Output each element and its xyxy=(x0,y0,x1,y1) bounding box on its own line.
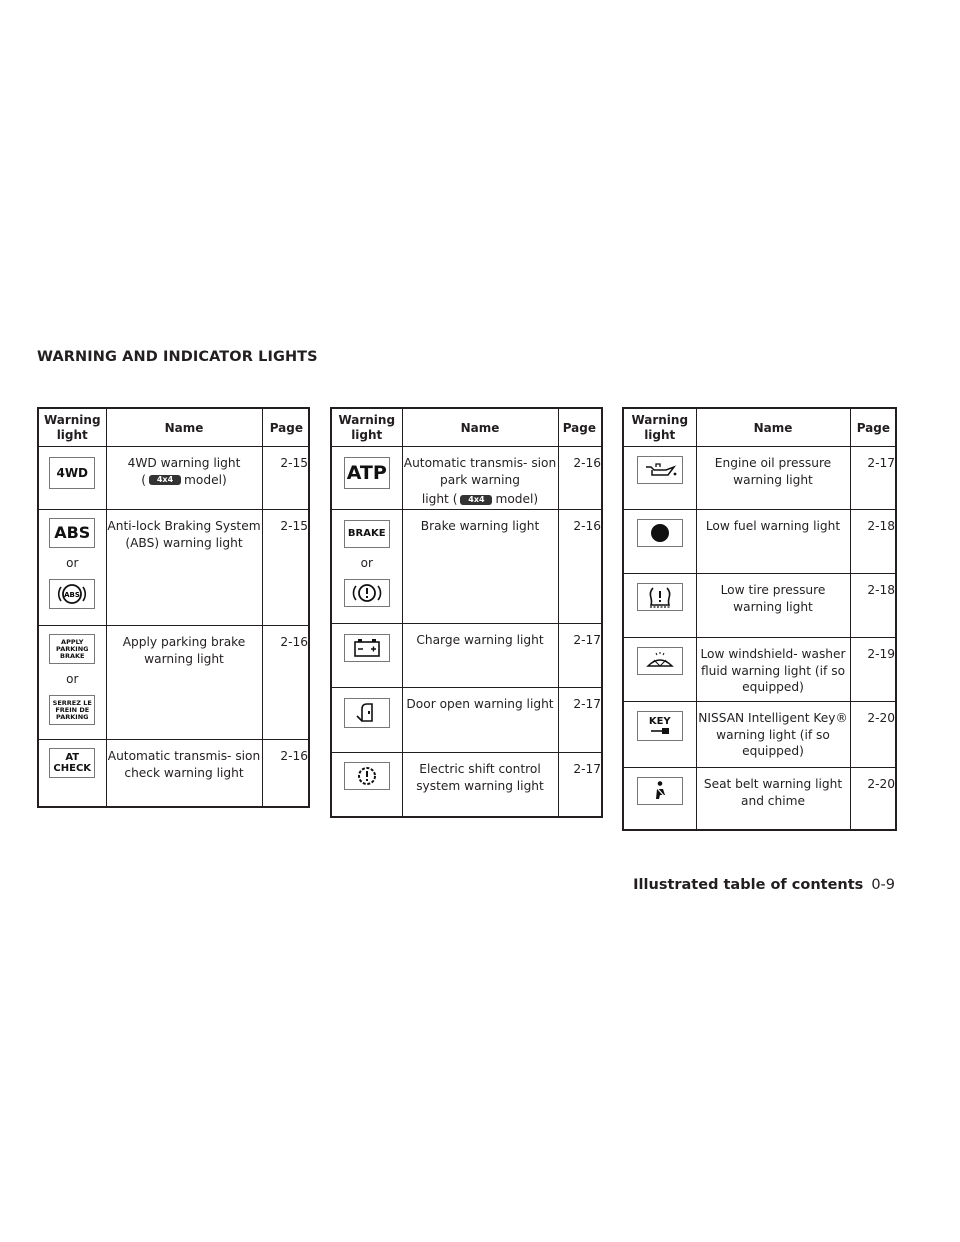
serrez-frein-icon: SERREZ LE FREIN DE PARKING xyxy=(49,695,95,725)
header-name: Name xyxy=(106,408,262,447)
header-name: Name xyxy=(696,408,850,447)
header-page: Page xyxy=(558,408,602,447)
page-cell: 2-20 xyxy=(850,768,896,830)
page-footer xyxy=(633,877,895,893)
name-cell: Automatic transmis- sion park warning light ( 4x4 model) xyxy=(402,447,558,510)
washer-fluid-icon xyxy=(637,647,683,675)
atp-icon: ATP xyxy=(344,457,390,489)
warning-lights-table-2 xyxy=(330,407,603,818)
4x4-badge-icon: 4x4 xyxy=(149,475,181,485)
name-cell: Engine oil pressure warning light xyxy=(696,447,850,510)
name-cell: Electric shift control system warning light xyxy=(402,753,558,817)
header-warning-light: Warning light xyxy=(38,408,106,447)
page-cell: 2-17 xyxy=(558,624,602,688)
page-cell: 2-16 xyxy=(262,740,309,807)
page-cell: 2-16 xyxy=(558,447,602,510)
brake-text-icon: BRAKE xyxy=(344,520,390,548)
name-cell: Charge warning light xyxy=(402,624,558,688)
footer-page-number: 0-9 xyxy=(871,877,895,893)
page-cell: 2-18 xyxy=(850,510,896,574)
intelligent-key-icon: KEY xyxy=(637,711,683,741)
header-warning-light: Warning light xyxy=(331,408,402,447)
name-cell: NISSAN Intelligent Key® warning light (if so equipped) xyxy=(696,702,850,768)
4wd-icon: 4WD xyxy=(49,457,95,489)
page-cell: 2-16 xyxy=(558,510,602,624)
name-cell: Low fuel warning light xyxy=(696,510,850,574)
header-page: Page xyxy=(850,408,896,447)
gear-warning-icon xyxy=(344,762,390,790)
page-cell: 2-16 xyxy=(262,626,309,740)
seat-belt-icon xyxy=(637,777,683,805)
fuel-dot-icon xyxy=(637,519,683,547)
or-label: or xyxy=(360,556,373,570)
abs-icon: ABS xyxy=(49,518,95,548)
name-cell: Seat belt warning light and chime xyxy=(696,768,850,830)
warning-lights-table-1 xyxy=(37,407,310,808)
name-cell: Low tire pressure warning light xyxy=(696,574,850,638)
header-page: Page xyxy=(262,408,309,447)
brake-circle-icon xyxy=(344,579,390,607)
or-label: or xyxy=(66,672,79,686)
page-cell: 2-17 xyxy=(850,447,896,510)
4x4-badge-icon: 4x4 xyxy=(460,495,492,505)
name-cell: Door open warning light xyxy=(402,688,558,753)
section-title: WARNING AND INDICATOR LIGHTS xyxy=(37,349,318,365)
warning-lights-table-3 xyxy=(622,407,897,831)
door-open-icon xyxy=(344,698,390,728)
name-cell: Automatic transmis- sion check warning light xyxy=(106,740,262,807)
page-cell: 2-19 xyxy=(850,638,896,702)
page-cell: 2-20 xyxy=(850,702,896,768)
footer-title: Illustrated table of contents xyxy=(633,877,864,893)
tire-pressure-icon xyxy=(637,583,683,611)
at-check-icon: AT CHECK xyxy=(49,748,95,778)
abs-circle-icon xyxy=(49,579,95,609)
name-cell: Apply parking brake warning light xyxy=(106,626,262,740)
page-cell: 2-17 xyxy=(558,688,602,753)
name-cell: Anti-lock Braking System (ABS) warning light xyxy=(106,510,262,626)
or-label: or xyxy=(66,556,79,570)
header-warning-light: Warning light xyxy=(623,408,696,447)
page-cell: 2-18 xyxy=(850,574,896,638)
oil-can-icon xyxy=(637,456,683,484)
name-cell: 4WD warning light ( 4x4 model) xyxy=(106,447,262,510)
page-cell: 2-17 xyxy=(558,753,602,817)
page-cell: 2-15 xyxy=(262,510,309,626)
svg-text:ABS: ABS xyxy=(64,591,81,599)
battery-icon xyxy=(344,634,390,662)
name-cell: Brake warning light xyxy=(402,510,558,624)
header-name: Name xyxy=(402,408,558,447)
name-cell: Low windshield- washer fluid warning light (if so equipped) xyxy=(696,638,850,702)
page-cell: 2-15 xyxy=(262,447,309,510)
apply-parking-brake-icon: APPLY PARKING BRAKE xyxy=(49,634,95,664)
